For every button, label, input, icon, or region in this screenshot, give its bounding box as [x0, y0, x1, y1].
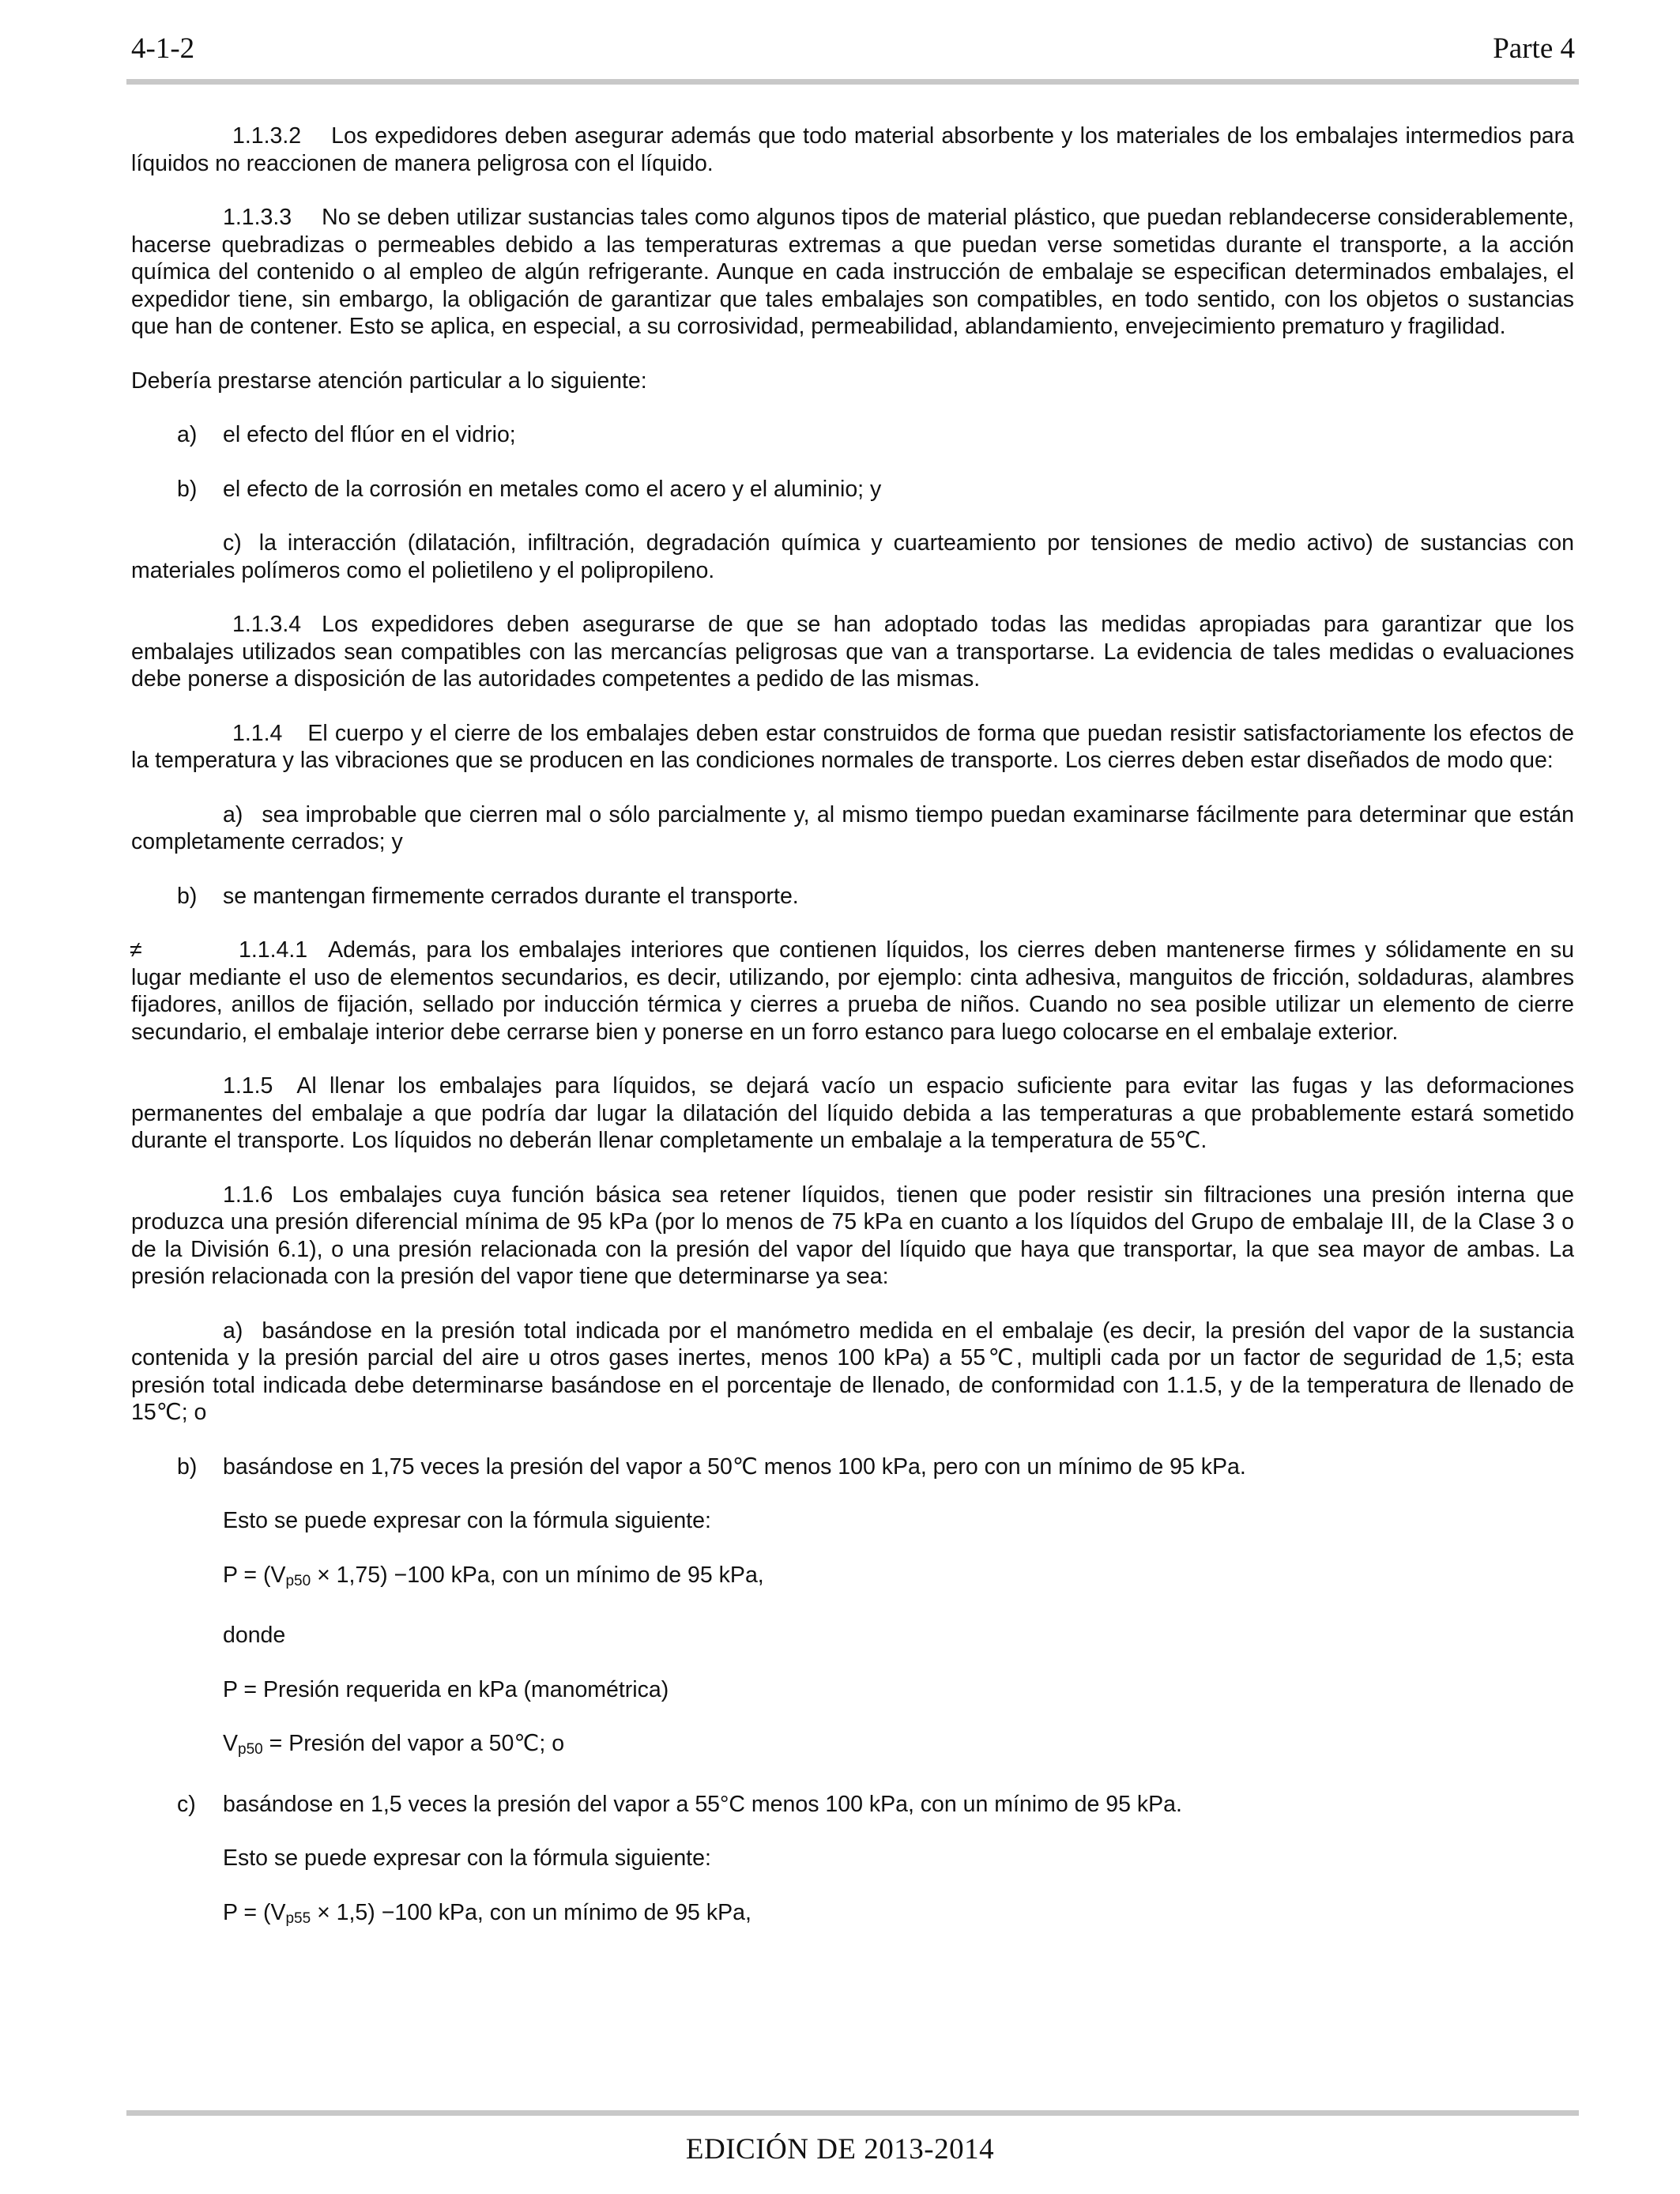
paragraph-text: Los embalajes cuya función básica sea retener líquidos, tienen que poder resistir sin filtraciones una presión interna que produzca una presión diferencial mínima de 95 kPa (por lo menos de 75 kPa en cuanto a los líquidos del Grupo de embalaje III, de la Clase 3 o de la División 6.1), o una presión relacionada con la presión del vapor del líquido que haya que transportar, la que sea mayor de ambas. La presión relacionada con la presión del vapor tiene que determinarse ya sea:: [131, 1182, 1574, 1289]
paragraph-1-1-3-3: [131, 204, 1574, 341]
header-rule: [126, 79, 1579, 85]
paragraph-1-1-4: [131, 720, 1574, 775]
section-number: 1.1.3.2: [232, 123, 302, 149]
document-body: [131, 123, 1574, 1959]
amendment-mark: ≠: [130, 937, 142, 963]
list-text: la interacción (dilatación, infiltración, degradación química y cuarteamiento por tensiones de medio activo) de sustancias con materiales polímeros como el polietileno y el polipropileno.: [131, 530, 1574, 583]
formula-intro: Esto se puede expresar con la fórmula siguiente:: [223, 1508, 711, 1533]
list-text: se mantengan firmemente cerrados durante el transporte.: [223, 883, 799, 909]
list-label: c): [223, 530, 242, 556]
list-item-a: [131, 421, 1574, 449]
list-text: el efecto de la corrosión en metales como el acero y el aluminio; y: [223, 476, 882, 502]
list-label: b): [177, 1453, 198, 1480]
formula-vp55: $P = (V_{p55} \times 1,5) -100$ kPa, con un mínimo de 95 kPa,: [223, 1899, 751, 1927]
part-label: Parte 4: [1493, 32, 1575, 65]
formula-vp50: $P = (V_{p50} \times 1,75) -100$ kPa, con un mínimo de 95 kPa,: [223, 1562, 764, 1589]
paragraph-intro: Debería prestarse atención particular a lo siguiente:: [131, 368, 647, 394]
paragraph-text: Los expedidores deben asegurarse de que se han adoptado todas las medidas apropiadas para garantizar que los embalajes utilizados sean compatibles con las mercancías peligrosas que van a transportarse. La evidencia de tales medidas o evaluaciones debe ponerse a disposición de las autoridades competentes a pedido de las mismas.: [131, 612, 1574, 692]
paragraph-text: Además, para los embalajes interiores que contienen líquidos, los cierres deben mantenerse firmes y sólidamente en su lugar mediante el uso de elementos secundarios, es decir, utilizando, por ejemplo: cinta adhesiva, manguitos de fricción, soldaduras, alambres fijadores, anillos de fijación, sellado por inducción térmica y cierres a prueba de niños. Cuando no sea posible utilizar un elemento de cierre secundario, el embalaje interior debe cerrarse bien y ponerse en un forro estanco para luego colocarse en el embalaje exterior.: [131, 937, 1574, 1045]
formula-intro: Esto se puede expresar con la fórmula siguiente:: [223, 1845, 711, 1871]
list-label: a): [177, 422, 198, 447]
section-number: 1.1.6: [223, 1182, 273, 1208]
paragraph-text: El cuerpo y el cierre de los embalajes deben estar construidos de forma que puedan resistir satisfactoriamente los efectos de la temperatura y las vibraciones que se producen en las condiciones normales de transporte. Los cierres deben estar diseñados de modo que:: [131, 720, 1574, 773]
paragraph-1-1-5: [131, 1072, 1574, 1155]
section-number: 1.1.4.1: [239, 937, 308, 963]
section-number: 1.1.5: [223, 1073, 273, 1099]
paragraph-text: No se deben utilizar sustancias tales como algunos tipos de material plástico, que puedan reblandecerse considerablemente, hacerse quebradizas o permeables debido a las temperaturas extremas a que puedan verse sometidas durante el transporte, a la acción química del contenido o al empleo de algún refrigerante. Aunque en cada instrucción de embalaje se especifican determinados embalajes, el expedidor tiene, sin embargo, la obligación de garantizar que tales embalajes son compatibles, en todo sentido, con los objetos o sustancias que han de contener. Esto se aplica, en especial, a su corrosividad, permeabilidad, ablandamiento, envejecimiento prematuro y fragilidad.: [131, 205, 1574, 339]
list-label: a): [223, 801, 243, 827]
footer-rule: [126, 2110, 1579, 2116]
list-label: b): [177, 883, 198, 909]
paragraph-1-1-6: [131, 1182, 1574, 1291]
paragraph-text: Los expedidores deben asegurar además que todo material absorbente y los materiales de los embalajes intermedios para líquidos no reaccionen de manera peligrosa con el líquido.: [131, 123, 1574, 176]
paragraph-text: Al llenar los embalajes para líquidos, se dejará vacío un espacio suficiente para evitar las fugas y las deformaciones permanentes del embalaje a que podría dar lugar la dilatación del líquido debida a las temperaturas a que probablemente estará sometido durante el transporte. Los líquidos no deberán llenar completamente un embalaje a la temperatura de 55℃.: [131, 1073, 1574, 1153]
edition-footer: EDICIÓN DE 2013-2014: [685, 2133, 995, 2166]
definition-p: P = Presión requerida en kPa (manométrica): [223, 1676, 669, 1702]
page-header: [131, 32, 1575, 79]
section-number: 1.1.3.4: [232, 612, 302, 637]
list-text: el efecto del flúor en el vidrio;: [223, 422, 516, 447]
list-item-a: [131, 1318, 1574, 1427]
subscript: p50: [285, 1572, 311, 1589]
list-item-b: [131, 1453, 1574, 1481]
list-text: basándose en 1,5 veces la presión del vapor a 55°C menos 100 kPa, con un mínimo de 95 kPa.: [223, 1791, 1182, 1817]
list-text: sea improbable que cierren mal o sólo parcialmente y, al mismo tiempo puedan examinarse fácilmente para determinar que están completamente cerrados; y: [131, 801, 1574, 854]
paragraph-1-1-3-4: [131, 611, 1574, 693]
subscript: p55: [285, 1909, 311, 1927]
list-label: a): [223, 1318, 243, 1344]
list-item-c: [131, 530, 1574, 584]
list-label: c): [177, 1791, 196, 1817]
page-number: 4-1-2: [131, 32, 195, 65]
list-label: b): [177, 476, 198, 502]
definition-vp50: $V_{p50}$ = Presión del vapor a 50℃; o: [223, 1731, 565, 1758]
list-item-c: [131, 1791, 1574, 1819]
list-item-b: [131, 476, 1574, 503]
subscript: p50: [238, 1741, 263, 1758]
list-text: basándose en la presión total indicada por el manómetro medida en el embalaje (es decir, la presión del vapor de la sustancia contenida y la presión parcial del aire u otros gases inertes, menos 100 kPa) a 55℃, multipli cada por un factor de seguridad de 1,5; esta presión total indicada debe determinarse basándose en el porcentaje de llenado, de conformidad con 1.1.5, y de la temperatura de llenado de 15℃; o: [131, 1318, 1574, 1425]
paragraph-1-1-4-1: [131, 937, 1574, 1046]
section-number: 1.1.3.3: [223, 205, 292, 230]
paragraph-1-1-3-2: [131, 123, 1574, 177]
list-item-b: [131, 883, 1574, 910]
list-text: basándose en 1,75 veces la presión del vapor a 50℃ menos 100 kPa, pero con un mínimo de 95 kPa.: [223, 1453, 1246, 1480]
list-item-a: [131, 801, 1574, 856]
where-label: donde: [223, 1623, 286, 1648]
section-number: 1.1.4: [232, 720, 283, 746]
